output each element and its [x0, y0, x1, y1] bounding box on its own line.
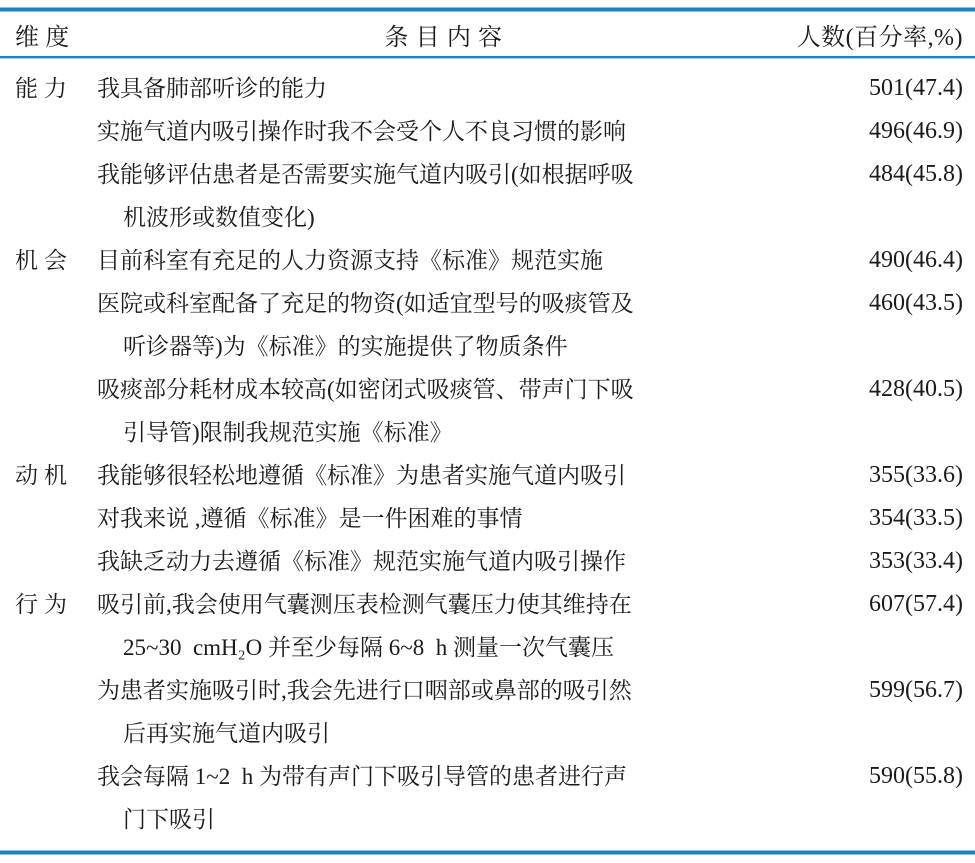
item-content — [97, 67, 813, 110]
dimension-label: 机会 — [15, 248, 73, 273]
table-row — [15, 67, 963, 110]
dimension-label: 能力 — [15, 76, 73, 101]
item-content — [97, 368, 813, 454]
table-row — [15, 282, 963, 368]
item-line-first: 我缺乏动力去遵循《标准》规范实施气道内吸引操作 — [97, 549, 626, 574]
table-header-row — [0, 12, 975, 56]
count-percentage-value: 353(33.4) — [869, 548, 963, 574]
count-percentage-value: 490(46.4) — [869, 247, 963, 273]
count-percentage-value: 484(45.8) — [869, 161, 963, 187]
table-row — [15, 110, 963, 153]
header-dimension: 维度 — [15, 24, 76, 51]
item-line-continuation: 机波形或数值变化) — [123, 205, 315, 230]
count-percentage-value: 460(43.5) — [869, 290, 963, 316]
table-row — [15, 239, 963, 282]
dimension-label: 行为 — [15, 592, 73, 617]
count-percentage-value: 590(55.8) — [869, 763, 963, 789]
item-line-first: 我具备肺部听诊的能力 — [97, 76, 327, 101]
item-line-first: 我会每隔 1~2 h 为带有声门下吸引导管的患者进行声 — [97, 764, 627, 789]
item-content — [97, 497, 813, 540]
count-percentage-value: 428(40.5) — [869, 376, 963, 402]
item-line-continuation: 后再实施气道内吸引 — [123, 721, 330, 746]
table-row — [15, 583, 963, 669]
item-line-first: 我能够评估患者是否需要实施气道内吸引(如根据呼吸 — [97, 162, 634, 187]
item-line-first: 吸引前,我会使用气囊测压表检测气囊压力使其维持在 — [97, 592, 632, 617]
header-item-content: 条目内容 — [384, 24, 510, 51]
item-content — [97, 454, 813, 497]
count-percentage-value: 607(57.4) — [869, 591, 963, 617]
item-content — [97, 540, 813, 583]
table-row — [15, 497, 963, 540]
header-count-percentage: 人数(百分率,%) — [796, 24, 963, 51]
table-row — [15, 454, 963, 497]
table-row — [15, 540, 963, 583]
count-percentage-value: 501(47.4) — [869, 75, 963, 101]
table-row — [15, 368, 963, 454]
table-bottom-rule — [0, 850, 975, 855]
item-content — [97, 239, 813, 282]
table-row — [15, 669, 963, 755]
item-content — [97, 669, 813, 755]
item-line-first: 吸痰部分耗材成本较高(如密闭式吸痰管、带声门下吸 — [97, 377, 634, 402]
count-percentage-value: 355(33.6) — [869, 462, 963, 488]
item-line-continuation: 门下吸引 — [123, 807, 215, 832]
dimension-label: 动机 — [15, 463, 73, 488]
item-content — [97, 282, 813, 368]
item-line-continuation: 听诊器等)为《标准》的实施提供了物质条件 — [123, 334, 568, 359]
item-line-first: 对我来说 ,遵循《标准》是一件困难的事情 — [97, 506, 523, 531]
table-body — [0, 59, 975, 841]
item-content — [97, 110, 813, 153]
item-line-continuation: 25~30 cmH₂O 并至少每隔 6~8 h 测量一次气囊压 — [123, 635, 614, 660]
item-content — [97, 153, 813, 239]
item-line-continuation: 引导管)限制我规范实施《标准》 — [123, 420, 453, 445]
count-percentage-value: 599(56.7) — [869, 677, 963, 703]
item-line-first: 我能够很轻松地遵循《标准》为患者实施气道内吸引 — [97, 463, 626, 488]
table-row — [15, 755, 963, 841]
count-percentage-value: 496(46.9) — [869, 118, 963, 144]
count-percentage-value: 354(33.5) — [869, 505, 963, 531]
table-row — [15, 153, 963, 239]
item-line-first: 医院或科室配备了充足的物资(如适宜型号的吸痰管及 — [97, 291, 634, 316]
item-line-first: 为患者实施吸引时,我会先进行口咽部或鼻部的吸引然 — [97, 678, 632, 703]
item-content — [97, 755, 813, 841]
item-content — [97, 583, 813, 669]
item-line-first: 实施气道内吸引操作时我不会受个人不良习惯的影响 — [97, 119, 626, 144]
item-line-first: 目前科室有充足的人力资源支持《标准》规范实施 — [97, 248, 603, 273]
